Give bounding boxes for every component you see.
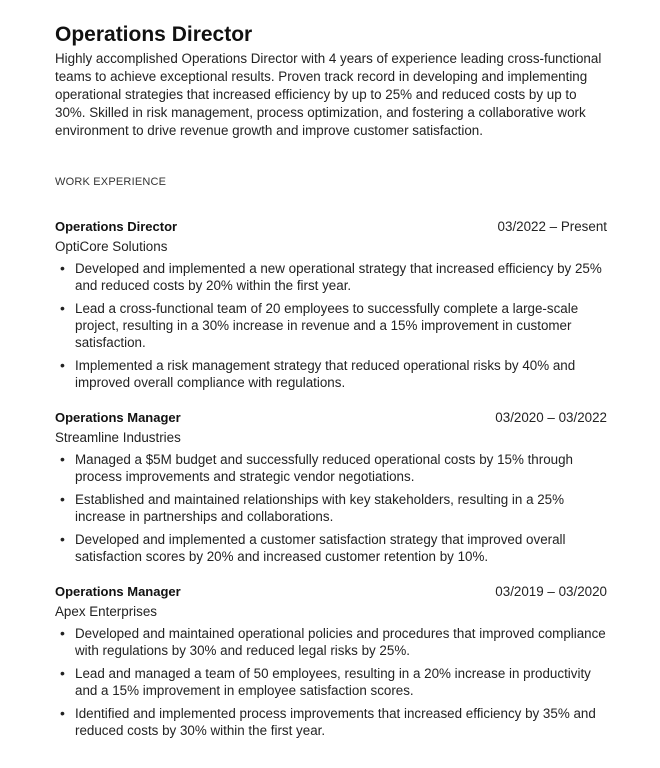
professional-summary: Highly accomplished Operations Director with 4 years of experience leading cross-functional teams to achieve exceptional results. Proven track record in developing and implementing operational strategies that increased efficiency by up to 25% and reduced costs by up to 30%. Skilled in risk management, process optimization, and fostering a collaborative work environment to drive revenue growth and improve customer satisfaction.: [55, 51, 602, 138]
job-title: Operations Manager: [55, 410, 181, 425]
job-dates: 03/2019 – 03/2020: [495, 584, 607, 599]
company-name: Apex Enterprises: [55, 604, 157, 619]
bullet-item: • Lead a cross-functional team of 20 employees to successfully complete a large-scale project, resulting in a 30% increase in revenue and a 15% improvement in customer satisfaction.: [55, 300, 607, 351]
bullet-item: • Established and maintained relationships with key stakeholders, resulting in a 25% increase in partnerships and collaborations.: [55, 491, 607, 525]
resume-page: [55, 22, 607, 745]
job-dates: 03/2020 – 03/2022: [495, 410, 607, 425]
job-header: [55, 583, 607, 601]
bullet-item: • Lead and managed a team of 50 employees, resulting in a 20% increase in productivity and a 15% improvement in employee satisfaction scores.: [55, 665, 607, 699]
job-title: Operations Director: [55, 219, 178, 234]
job-header: [55, 218, 607, 236]
work-experience-heading: WORK EXPERIENCE: [55, 176, 167, 188]
job-title: Operations Manager: [55, 584, 181, 599]
job-bullets: [55, 451, 607, 565]
job-header: [55, 409, 607, 427]
resume-title: Operations Director: [55, 23, 253, 46]
bullet-item: • Developed and maintained operational policies and procedures that improved compliance with regulations by 30% and reduced legal risks by 25%.: [55, 625, 607, 659]
company-name: Streamline Industries: [55, 430, 181, 445]
bullet-item: • Implemented a risk management strategy that reduced operational risks by 40% and improved overall compliance with regulations.: [55, 357, 607, 391]
bullet-item: • Developed and implemented a new operational strategy that increased efficiency by 25% and reduced costs by 20% within the first year.: [55, 260, 607, 294]
job-entry: [55, 409, 607, 565]
bullet-item: • Identified and implemented process improvements that increased efficiency by 35% and reduced costs by 30% within the first year.: [55, 705, 607, 739]
job-dates: 03/2022 – Present: [497, 219, 607, 234]
bullet-item: • Developed and implemented a customer satisfaction strategy that improved overall satisfaction scores by 20% and increased customer retention by 10%.: [55, 531, 607, 565]
job-entry: [55, 583, 607, 739]
bullet-item: • Managed a $5M budget and successfully reduced operational costs by 15% through process improvements and strategic vendor negotiations.: [55, 451, 607, 485]
job-bullets: [55, 625, 607, 739]
job-bullets: [55, 260, 607, 391]
job-entry: [55, 218, 607, 391]
company-name: OptiCore Solutions: [55, 239, 168, 254]
